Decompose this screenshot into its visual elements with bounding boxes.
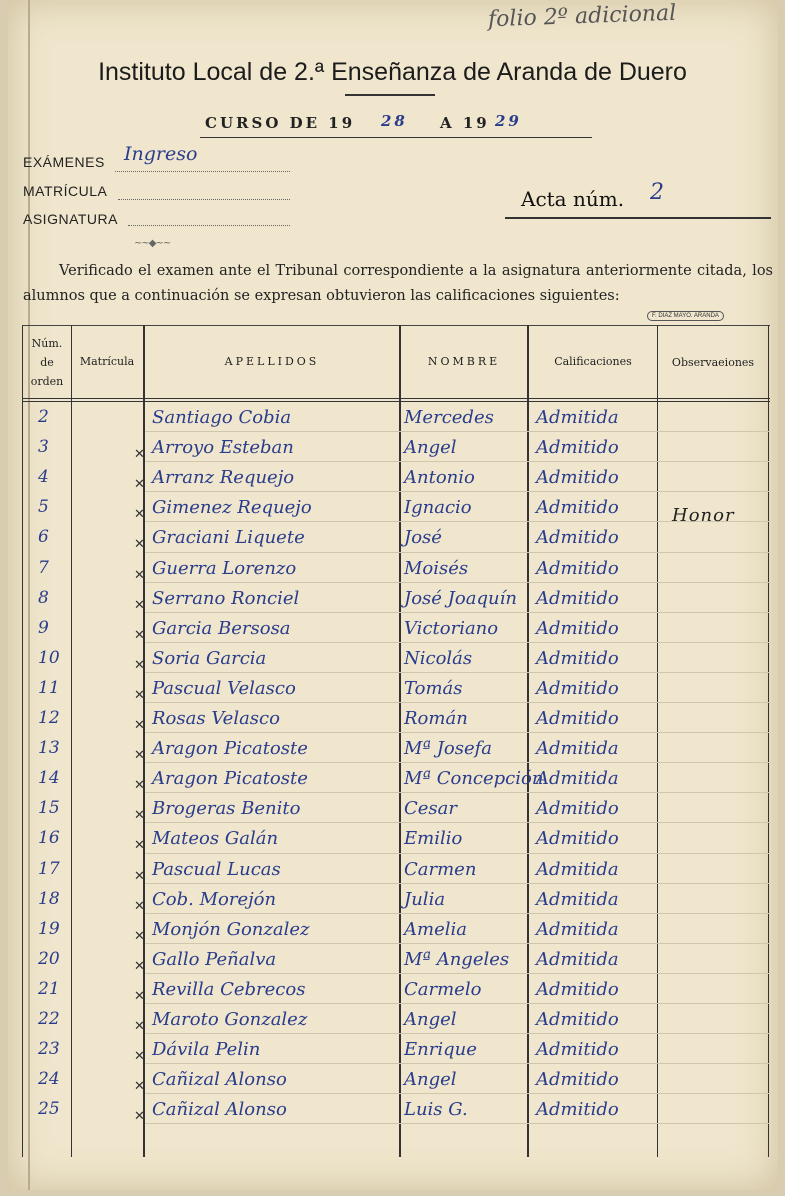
row-apellidos: Gimenez Requejo: [152, 497, 312, 519]
row-calificacion: Admitido: [536, 1069, 619, 1091]
row-check-mark: ✕: [134, 748, 145, 764]
row-apellidos: Rosas Velasco: [152, 708, 280, 729]
row-number: 14: [38, 768, 60, 789]
row-number: 19: [38, 918, 60, 939]
row-check-mark: ✕: [134, 838, 145, 854]
row-calificacion: Admitida: [536, 948, 619, 970]
row-nombre: Enrique: [404, 1039, 477, 1061]
row-rule: [145, 853, 770, 854]
row-check-mark: ✕: [134, 447, 145, 463]
row-rule: [145, 1093, 770, 1094]
row-check-mark: ✕: [134, 808, 145, 824]
printer-mark: F. DIAZ MAYO. ARANDA: [647, 311, 724, 321]
acta-label: Acta núm.: [521, 187, 625, 211]
examenes-value: Ingreso: [124, 143, 198, 165]
row-nombre: Julia: [404, 888, 446, 910]
row-calificacion: Admitido: [536, 647, 619, 669]
row-check-mark: ✕: [134, 567, 145, 583]
row-number: 4: [38, 467, 49, 488]
row-nombre: Tomás: [404, 677, 463, 699]
row-number: 18: [38, 888, 60, 909]
row-apellidos: Pascual Velasco: [152, 677, 296, 699]
curso-year-start: 28: [381, 112, 408, 130]
row-nombre: Angel: [404, 1069, 457, 1091]
row-number: 17: [38, 858, 60, 879]
row-number: 6: [38, 527, 49, 548]
header-rule: [22, 398, 770, 399]
row-number: 24: [38, 1069, 60, 1090]
row-apellidos: Serrano Ronciel: [152, 587, 300, 609]
row-rule: [145, 822, 770, 823]
row-apellidos: Aragon Picatoste: [152, 738, 308, 760]
row-nombre: Victoriano: [404, 617, 499, 639]
row-calificacion: Admitido: [536, 677, 619, 699]
title-underline: [345, 94, 435, 96]
row-calificacion: Admitido: [536, 708, 619, 729]
row-nombre: Emilio: [404, 828, 463, 850]
header-num: Núm. de orden: [30, 337, 64, 388]
row-number: 10: [38, 647, 60, 668]
curso-label-mid: A 19: [440, 114, 490, 132]
row-apellidos: Soria Garcia: [152, 647, 267, 669]
row-calificacion: Admitida: [536, 407, 619, 428]
row-check-mark: ✕: [134, 1079, 145, 1095]
row-check-mark: ✕: [134, 958, 145, 974]
row-check-mark: ✕: [134, 718, 145, 733]
row-check-mark: ✕: [134, 537, 145, 553]
header-observaciones: Observaeiones: [671, 356, 755, 369]
row-apellidos: Gallo Peñalva: [152, 948, 277, 970]
col-border: [22, 325, 23, 1157]
header-apellidos: APELLIDOS: [224, 355, 320, 368]
header-nombre: NOMBRE: [427, 355, 501, 368]
asignatura-dots: [128, 224, 290, 226]
row-apellidos: Mateos Galán: [152, 828, 279, 850]
row-nombre: Mª Angeles: [404, 948, 510, 970]
row-apellidos: Cañizal Alonso: [152, 1069, 287, 1091]
folio-annotation: folio 2º adicional: [487, 0, 677, 33]
row-rule: [145, 792, 770, 793]
row-number: 15: [38, 798, 60, 819]
row-rule: [145, 702, 770, 703]
header-calificaciones: Calificaciones: [554, 355, 632, 368]
row-apellidos: Arranz Requejo: [152, 467, 295, 489]
row-nombre: Mercedes: [404, 407, 494, 428]
row-calificacion: Admitido: [536, 557, 619, 579]
row-number: 11: [38, 677, 60, 698]
row-apellidos: Aragon Picatoste: [152, 768, 308, 790]
row-apellidos: Guerra Lorenzo: [152, 557, 297, 579]
row-number: 9: [38, 617, 49, 638]
page-title: Instituto Local de 2.ª Enseñanza de Aranda de Duero: [98, 58, 687, 86]
row-check-mark: ✕: [134, 868, 145, 884]
row-apellidos: Arroyo Esteban: [152, 437, 294, 459]
curso-underline: [200, 137, 592, 138]
row-rule: [145, 612, 770, 613]
row-apellidos: Dávila Pelin: [152, 1039, 261, 1061]
row-check-mark: ✕: [134, 687, 145, 703]
row-number: 25: [38, 1099, 60, 1120]
row-calificacion: Admitido: [536, 828, 619, 850]
row-rule: [145, 762, 770, 763]
row-rule: [145, 1123, 770, 1124]
header-matricula: Matrícula: [79, 355, 135, 368]
header-rule: [22, 401, 770, 402]
row-number: 2: [38, 407, 49, 427]
row-calificacion: Admitido: [536, 587, 619, 609]
row-number: 21: [38, 978, 60, 999]
row-number: 23: [38, 1039, 60, 1060]
row-calificacion: Admitido: [536, 437, 619, 459]
row-nombre: Mª Concepción: [404, 768, 544, 790]
row-rule: [145, 582, 770, 583]
row-apellidos: Cob. Morejón: [152, 888, 277, 910]
intro-paragraph: [23, 259, 773, 309]
asignatura-label: ASIGNATURA: [23, 211, 118, 227]
row-number: 7: [38, 557, 49, 578]
row-check-mark: ✕: [134, 1019, 145, 1034]
row-check-mark: ✕: [134, 1049, 145, 1065]
row-rule: [145, 491, 770, 492]
row-calificacion: Admitido: [536, 467, 619, 489]
row-check-mark: ✕: [134, 597, 145, 613]
row-nombre: Angel: [404, 1009, 457, 1030]
intro-text: Verificado el examen ante el Tribunal correspondiente a la asignatura anteriormente citada, los alumnos que a continuación se expresan obtuvieron las calificaciones siguientes:: [23, 263, 773, 304]
row-apellidos: Santiago Cobia: [152, 407, 292, 428]
row-rule: [145, 913, 770, 914]
curso-label-pre: CURSO DE 19: [205, 114, 356, 132]
row-nombre: Luis G.: [404, 1099, 468, 1121]
examenes-label: EXÁMENES: [23, 154, 105, 170]
row-apellidos: Graciani Liquete: [152, 527, 305, 549]
row-rule: [145, 461, 770, 462]
row-number: 16: [38, 828, 60, 849]
row-calificacion: Admitido: [536, 978, 619, 1000]
row-calificacion: Admitida: [536, 918, 619, 940]
row-rule: [145, 642, 770, 643]
row-nombre: Carmelo: [404, 978, 482, 1000]
row-calificacion: Admitida: [536, 738, 619, 760]
row-apellidos: Revilla Cebrecos: [152, 978, 306, 1000]
matricula-dots: [118, 198, 290, 200]
observacion-honor: Honor: [672, 505, 735, 526]
acta-number: 2: [650, 180, 664, 205]
row-rule: [145, 1063, 770, 1064]
row-calificacion: Admitida: [536, 768, 619, 790]
row-calificacion: Admitido: [536, 527, 619, 549]
row-apellidos: Monjón Gonzalez: [152, 918, 310, 940]
row-apellidos: Garcia Bersosa: [152, 617, 291, 639]
row-check-mark: ✕: [134, 898, 145, 914]
row-rule: [145, 552, 770, 553]
row-apellidos: Cañizal Alonso: [152, 1099, 287, 1121]
row-calificacion: Admitida: [536, 858, 619, 880]
row-number: 13: [38, 738, 60, 759]
row-check-mark: ✕: [134, 778, 145, 794]
row-number: 3: [38, 437, 49, 458]
row-rule: [145, 973, 770, 974]
row-check-mark: ✕: [134, 988, 145, 1004]
row-calificacion: Admitida: [536, 888, 619, 910]
examenes-dots: [115, 170, 290, 172]
row-nombre: José Joaquín: [404, 587, 517, 609]
row-number: 12: [38, 708, 60, 728]
row-check-mark: ✕: [134, 627, 145, 643]
row-apellidos: Maroto Gonzalez: [152, 1009, 308, 1030]
row-calificacion: Admitido: [536, 1039, 619, 1061]
row-nombre: Moisés: [404, 557, 469, 579]
row-rule: [145, 732, 770, 733]
row-number: 5: [38, 497, 49, 518]
row-calificacion: Admitido: [536, 617, 619, 639]
row-calificacion: Admitido: [536, 1009, 619, 1030]
flourish-ornament: ~~◆~~: [134, 238, 171, 249]
row-number: 8: [38, 587, 49, 608]
acta-underline: [505, 217, 771, 219]
row-calificacion: Admitido: [536, 798, 619, 820]
row-check-mark: ✕: [134, 477, 145, 493]
row-rule: [145, 431, 770, 432]
row-nombre: Mª Josefa: [404, 738, 493, 760]
row-nombre: Carmen: [404, 858, 477, 880]
row-number: 20: [38, 948, 60, 969]
row-nombre: Angel: [404, 437, 457, 459]
row-calificacion: Admitido: [536, 497, 619, 519]
row-rule: [145, 943, 770, 944]
row-rule: [145, 1033, 770, 1034]
row-nombre: Nicolás: [404, 647, 473, 669]
row-number: 22: [38, 1009, 60, 1029]
row-check-mark: ✕: [134, 657, 145, 673]
row-check-mark: ✕: [134, 1109, 145, 1125]
row-apellidos: Brogeras Benito: [152, 798, 301, 820]
row-nombre: Cesar: [404, 798, 457, 820]
row-nombre: Román: [404, 708, 468, 729]
row-check-mark: ✕: [134, 928, 145, 944]
row-calificacion: Admitido: [536, 1099, 619, 1121]
row-nombre: Ignacio: [404, 497, 472, 519]
row-check-mark: ✕: [134, 507, 145, 523]
matricula-label: MATRÍCULA: [23, 183, 108, 199]
col-border: [71, 325, 72, 1157]
row-rule: [145, 883, 770, 884]
row-rule: [145, 1003, 770, 1004]
curso-year-end: 29: [495, 112, 522, 130]
row-nombre: Amelia: [404, 918, 467, 940]
row-nombre: Antonio: [404, 467, 475, 489]
row-apellidos: Pascual Lucas: [152, 858, 281, 880]
row-rule: [145, 672, 770, 673]
row-nombre: José: [404, 527, 442, 549]
